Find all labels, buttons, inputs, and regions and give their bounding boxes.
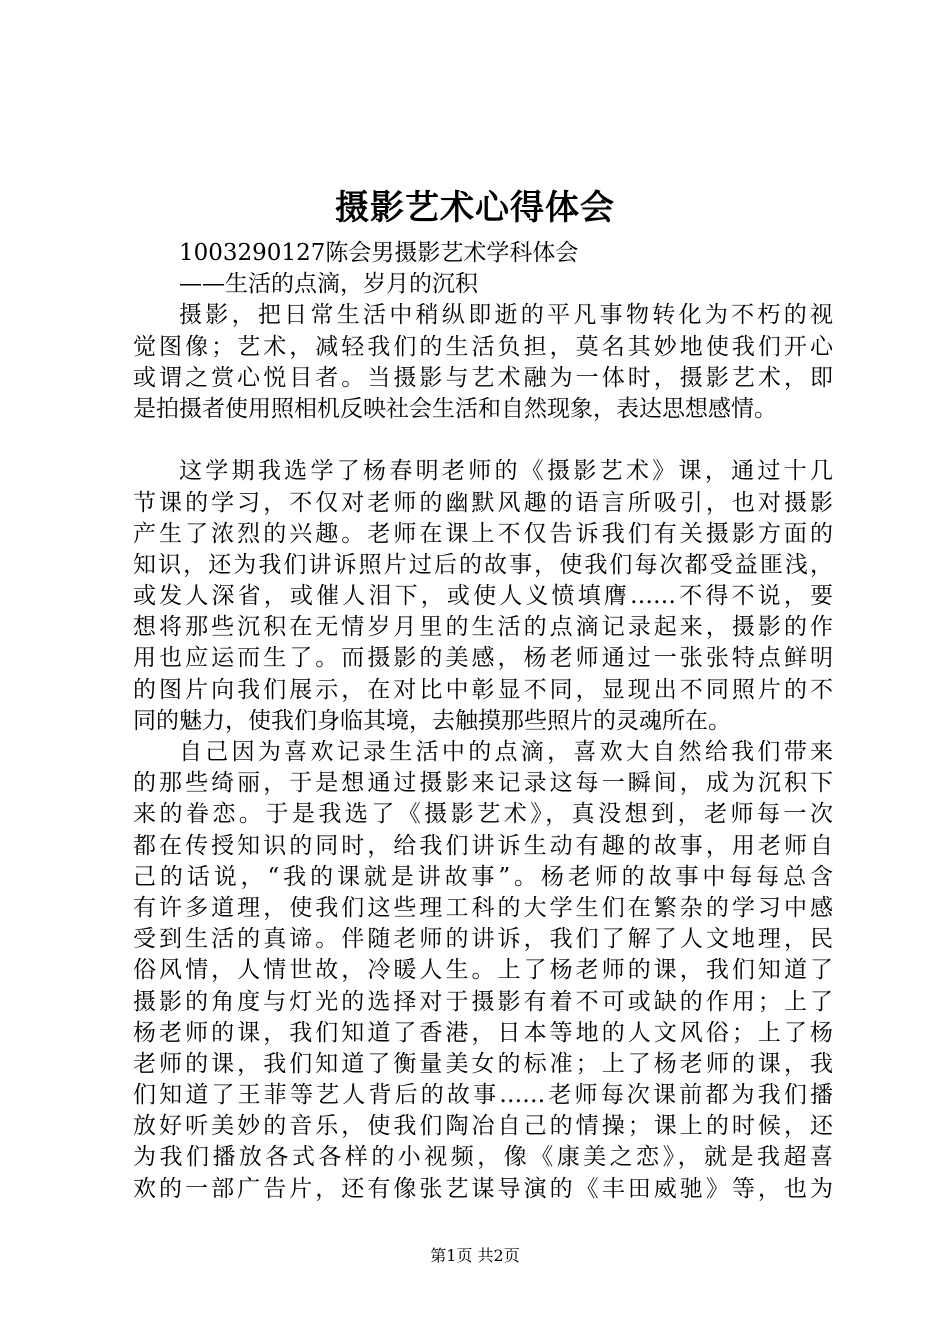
text-line: 放好听美妙的音乐，使我们陶冶自己的情操；课上的时候，还 — [133, 1113, 833, 1140]
text-line: 俗风情，人情世故，冷暖人生。上了杨老师的课，我们知道了 — [133, 957, 833, 984]
text-line: 受到生活的真谛。伴随老师的讲诉，我们了解了人文地理，民 — [133, 926, 833, 953]
text-line: 老师的课，我们知道了衡量美女的标准；上了杨老师的课，我 — [133, 1050, 833, 1077]
text-line: 有许多道理，使我们这些理工科的大学生们在繁杂的学习中感 — [133, 894, 833, 921]
text-line: 摄影，把日常生活中稍纵即逝的平凡事物转化为不朽的视 — [179, 302, 833, 329]
text-line: 的那些绮丽，于是想通过摄影来记录这每一瞬间，成为沉积下 — [133, 770, 833, 797]
paragraph-gap — [133, 425, 833, 456]
text-line: 摄影的角度与灯光的选择对于摄影有着不可或缺的作用；上了 — [133, 988, 833, 1015]
text-line: 觉图像；艺术，减轻我们的生活负担，莫名其妙地使我们开心 — [133, 333, 833, 360]
text-line: 杨老师的课，我们知道了香港，日本等地的人文风俗；上了杨 — [133, 1019, 833, 1046]
paragraph-1 — [133, 300, 833, 425]
text-line: 用也应运而生了。而摄影的美感，杨老师通过一张张特点鲜明 — [133, 645, 833, 672]
text-line: 己的话说，“我的课就是讲故事”。杨老师的故事中每每总含 — [133, 863, 833, 890]
document-body — [133, 238, 833, 1205]
document-title: 摄影艺术心得体会 — [335, 188, 615, 228]
text-line: 为我们播放各式各样的小视频，像《康美之恋》，就是我超喜 — [133, 1144, 833, 1171]
text-line: 自己因为喜欢记录生活中的点滴，喜欢大自然给我们带来 — [179, 739, 833, 765]
text-line: 同的魅力，使我们身临其境，去触摸那些照片的灵魂所在。 — [133, 707, 731, 734]
text-line: 是拍摄者使用照相机反映社会生活和自然现象，表达思想感情。 — [133, 395, 777, 422]
text-line: 或发人深省，或催人泪下，或使人义愤填膺……不得不说，要 — [133, 583, 833, 610]
text-line: 来的眷恋。于是我选了《摄影艺术》，真没想到，老师每一次 — [133, 801, 833, 828]
subtitle-line: ——生活的点滴，岁月的沉积 — [179, 271, 478, 298]
text-line: 或谓之赏心悦目者。当摄影与艺术融为一体时，摄影艺术，即 — [133, 364, 833, 391]
text-line: 的图片向我们展示，在对比中彰显不同，显现出不同照片的不 — [133, 676, 833, 703]
text-line: 这学期我选学了杨春明老师的《摄影艺术》课，通过十几 — [179, 458, 833, 485]
paragraph-3 — [133, 737, 833, 1205]
author-line: 1003290127陈会男摄影艺术学科体会 — [179, 240, 579, 266]
text-line: 们知道了王菲等艺人背后的故事……老师每次课前都为我们播 — [133, 1082, 833, 1109]
text-line: 知识，还为我们讲诉照片过后的故事，使我们每次都受益匪浅， — [133, 551, 833, 578]
text-line: 想将那些沉积在无情岁月里的生活的点滴记录起来，摄影的作 — [133, 614, 833, 641]
page-footer: 第1页 共2页 — [430, 1246, 520, 1265]
paragraph-2 — [133, 456, 833, 737]
text-line: 欢的一部广告片，还有像张艺谋导演的《丰田威驰》等，也为 — [133, 1175, 833, 1202]
text-line: 产生了浓烈的兴趣。老师在课上不仅告诉我们有关摄影方面的 — [133, 520, 833, 547]
text-line: 都在传授知识的同时，给我们讲诉生动有趣的故事，用老师自 — [133, 832, 833, 859]
text-line: 节课的学习，不仅对老师的幽默风趣的语言所吸引，也对摄影 — [133, 489, 833, 516]
